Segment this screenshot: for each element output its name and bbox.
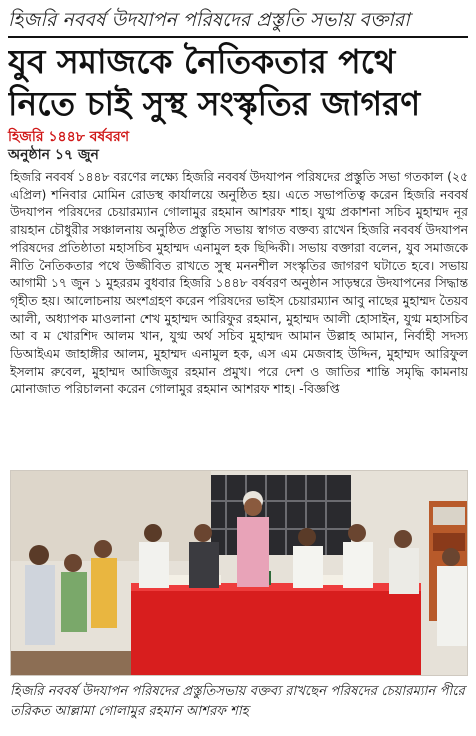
article-body: হিজরি নববর্ষ ১৪৪৮ বরণের লক্ষ্যে হিজরি নববর্ষ উদযাপন পরিষদের প্রস্তুতি সভা গতকাল (২৫ এপ্রিল) শনিবার মোমিন রোডস্থ কার্যালয়ে অনুষ্ঠিত হয়। এতে সভাপতিত্ব করেন হিজরি নববর্ষ উদযাপন পরিষদের চেয়ারম্যান গোলামুর রহমান আশরফ শাহ। যুগ্ম প্রকাশনা সচিব মুহাম্মদ নূর রায়হান চৌধুরীর সঞ্চালনায় অনুষ্ঠিত প্রস্তুতি সভায় স্বাগত বক্তব্য রাখেন হিজরি নববর্ষ উদযাপন পরিষদের প্রতিষ্ঠাতা মহাসচিব মুহাম্মদ এনামুল হক ছিদ্দিকী। সভায় বক্তারা বলেন, যুব সমাজকে নীতি নৈতিকতার পথে উজ্জীবিত রাখতে সুস্থ মননশীল সংস্কৃতির জাগরণ ঘটাতে হবে। সভায় আগামী ১৭ জুন ১ মুহররম বুধবার হিজরি ১৪৪৮ বর্ষবরণ অনুষ্ঠান সাড়ম্বরে উদযাপনের সিদ্ধান্ত গৃহীত হয়। আলোচনায় অংশগ্রহণ করেন পরিষদের ভাইস চেয়ারম্যান আবু নাছের মুহাম্মদ তৈয়ব আলী, অধ্যাপক মাওলানা শেখ মুহাম্মদ আরিফুর রহমান, মুহাম্মদ আলী হোসাইন, যুগ্ম মহাসচিব আ ব ম খোরশিদ আলম খান, যুগ্ম অর্থ সচিব মুহাম্মদ আমান উল্লাহ আমান, নির্বাহী সদস্য ডিআইএম জাহাঙ্গীর আলম, মুহাম্মদ এনামুল হক, এস এম মেজবাহ উদ্দিন, মুহাম্মদ আরিফুল ইসলাম রুবেল, মুহাম্মদ আজিজুর রহমান প্রমুখ। পরে দেশ ও জাতির শান্তি সমৃদ্ধি কামনায় মোনাজাত পরিচালনা করেন গোলামুর রহমান আশরফ শাহ। -বিজ্ঞপ্তি — [10, 169, 468, 397]
photo-window — [211, 475, 351, 555]
event-photo — [10, 470, 468, 676]
kicker: হিজরি নববর্ষ উদযাপন পরিষদের প্রস্তুতি সভায় বক্তারা — [8, 9, 410, 31]
headline-line-2: নিতে চাই সুস্থ সংস্কৃতির জাগরণ — [8, 84, 421, 123]
photo-caption: হিজরি নববর্ষ উদযাপন পরিষদের প্রস্তুতিসভায় বক্তব্য রাখছেন পরিষদের চেয়ারম্যান পীরে তরিকত আল্লামা গোলামুর রহমান আশরফ শাহ — [10, 684, 465, 719]
event-date: অনুষ্ঠান ১৭ জুন — [8, 147, 99, 163]
divider — [8, 36, 468, 38]
photo-table — [131, 587, 421, 676]
headline-line-1: যুব সমাজকে নৈতিকতার পথে — [8, 42, 396, 81]
dateline: হিজরি ১৪৪৮ বর্ষবরণ — [8, 129, 130, 145]
photo-illustration — [11, 471, 468, 676]
